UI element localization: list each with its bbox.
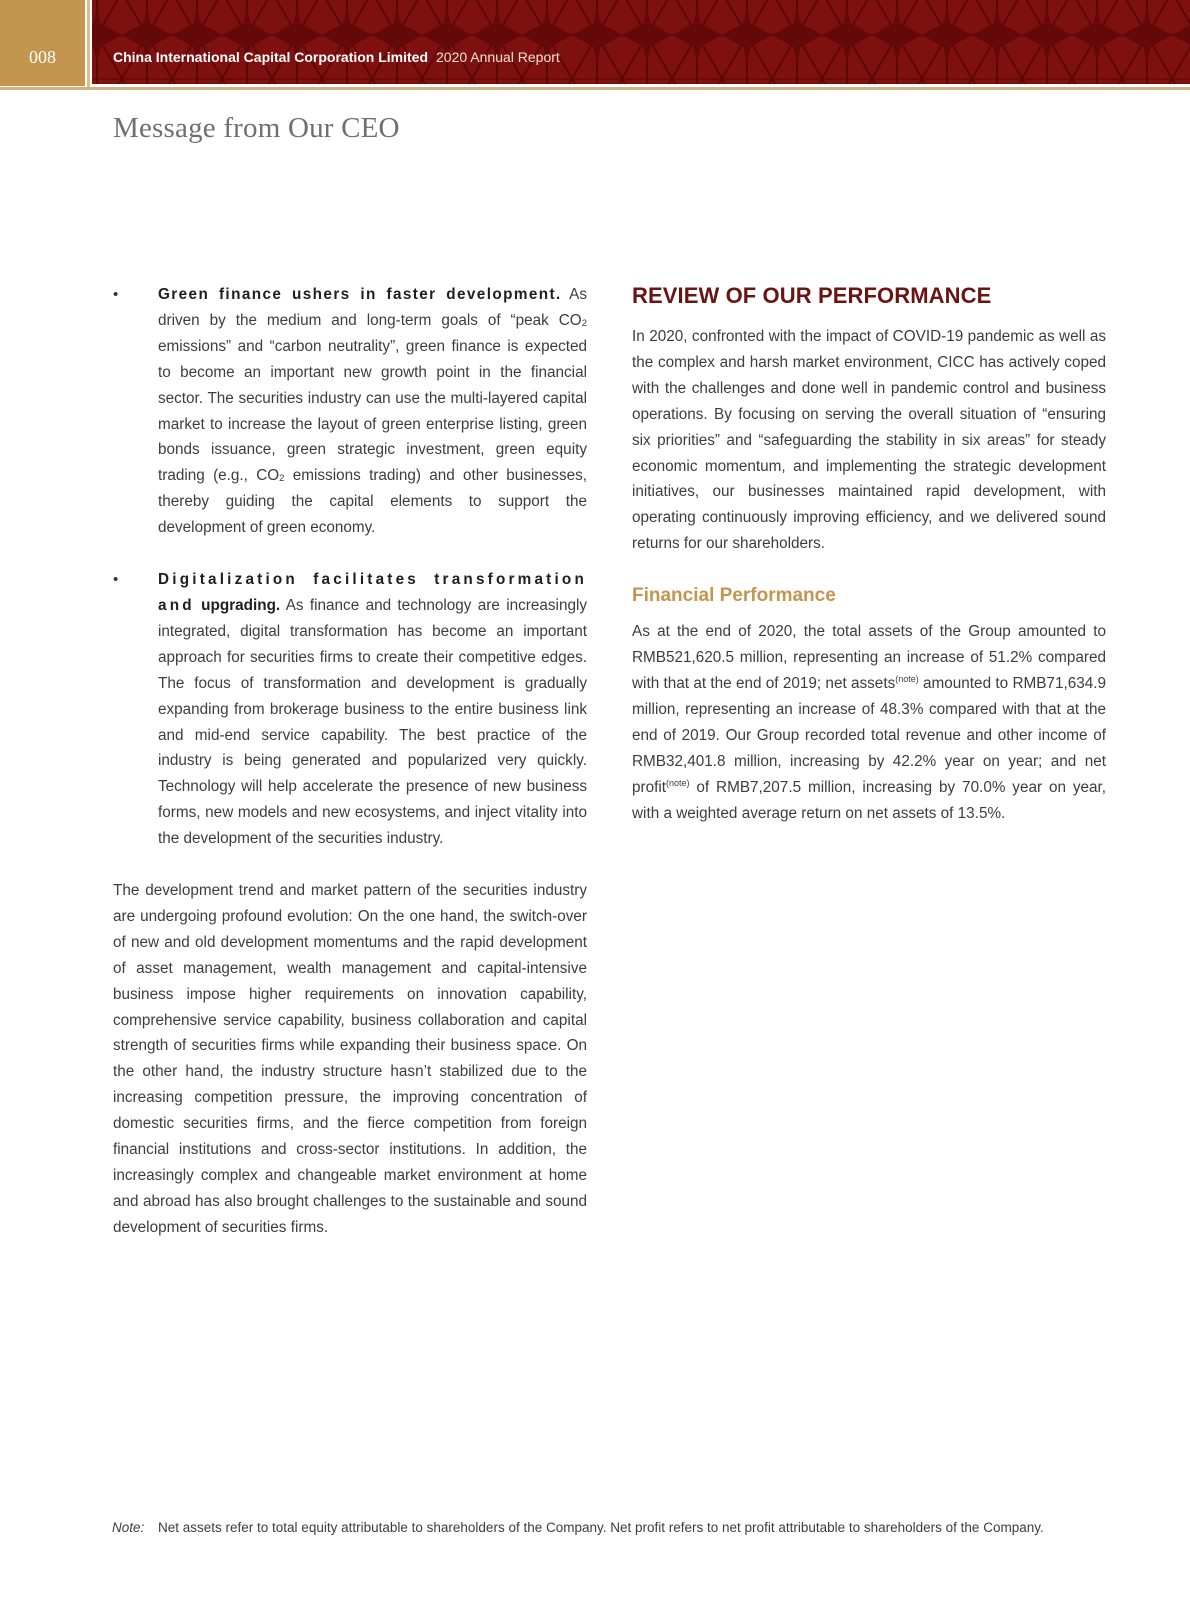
footnote-text: Net assets refer to total equity attributable to shareholders of the Company. Net profit refers to net profit attributable to shareholders of the Company. — [158, 1520, 1044, 1535]
report-name: 2020 Annual Report — [436, 49, 560, 65]
asanoha-pattern-icon — [92, 0, 1190, 84]
header-rule — [0, 87, 1190, 90]
page-title: Message from Our CEO — [113, 112, 400, 144]
bullet-lead-cont: upgrading. — [201, 596, 281, 614]
footnote-label: Note: — [112, 1520, 145, 1535]
left-column — [113, 282, 587, 1241]
bullet-icon: • — [113, 286, 119, 303]
right-column — [632, 282, 1106, 826]
review-paragraph: In 2020, confronted with the impact of COVID-19 pandemic as well as the complex and harsh market environment, CICC has actively coped with the challenges and done well in pandemic control and business operations. By focusing on serving the overall situation of “ensuring six priorities” and “safeguarding the stability in six areas” for steady economic momentum, and implementing the strategic development initiatives, our businesses maintained rapid development, with operating continuously improving efficiency, and we delivered sound returns for our shareholders. — [632, 328, 1106, 553]
bullet-lead: Digitalization facilitates transformation and — [158, 571, 587, 614]
bullet-icon: • — [113, 571, 119, 589]
header-divider — [87, 0, 90, 89]
trend-paragraph: The development trend and market pattern of the securities industry are undergoing profound evolution: On the one hand, the switch-over of new and old development momentums and the rapid development of asset management, wealth management and capital-intensive business impose higher requirements on innovation capability, comprehensive service capability, business collaboration and capital strength of securities firms while expanding their business space. On the other hand, the industry structure hasn’t stabilized due to the increasing competition pressure, the improving concentration of domestic securities firms, and the fierce competition from foreign financial institutions and cross-sector institutions. In addition, the increasingly complex and changeable market environment at home and abroad has also brought challenges to the sustainable and sound development of securities firms. — [113, 882, 587, 1236]
note-marker: (note) — [895, 673, 919, 684]
header-band — [92, 0, 1190, 84]
page-number: 008 — [29, 47, 56, 67]
bullet-text: Digitalization facilitates transformation and upgrading. As finance and technology are increasingly integrated, digital transformation has become an important approach for securities firms to create their competitive edges. The focus of transformation and development is gradually expanding from brokerage business to the entire business link and mid-end service capability. The best practice of the industry is being generated and popularized very quickly. Technology will help accelerate the presence of new business forms, new models and new ecosystems, and inject vitality into the development of the securities industry. — [158, 571, 588, 848]
bullet-digitalization — [113, 567, 587, 852]
bullet-lead: Green finance ushers in faster development. — [158, 286, 562, 303]
section-heading: REVIEW OF OUR PERFORMANCE — [632, 283, 992, 308]
page-number-box — [0, 0, 85, 86]
bullet-green-finance — [113, 282, 587, 541]
footnote — [112, 1517, 1106, 1538]
financial-paragraph: As at the end of 2020, the total assets of the Group amounted to RMB521,620.5 million, representing an increase of 51.2% compared with that at the end of 2019; net assets$^{(note)}$ amounted to RMB71,634.9 million, representing an increase of 48.3% compared with that at the end of 2019. Our Group recorded total revenue and other income of RMB32,401.8 million, increasing by 42.2% year on year; and net profit$^{(note)}$ of RMB7,207.5 million, increasing by 70.0% year on year, with a weighted average return on net assets of 13.5%. — [632, 623, 1106, 822]
company-name: China International Capital Corporation Limited — [113, 49, 429, 65]
bullet-text: Green finance ushers in faster development. As driven by the medium and long-term goals of “peak $CO_2$ emissions” and “carbon neutrality”, green finance is expected to become an important new growth point in the financial sector. The securities industry can use the multi-layered capital market to increase the layout of green enterprise listing, green bonds issuance, green strategic investment, green equity trading (e.g., $CO_2$ emissions trading) and other businesses, thereby guiding the capital elements to support the development of green economy. — [158, 286, 587, 537]
note-marker: (note) — [666, 777, 690, 788]
header-title — [113, 49, 560, 65]
sub-heading: Financial Performance — [632, 585, 836, 607]
